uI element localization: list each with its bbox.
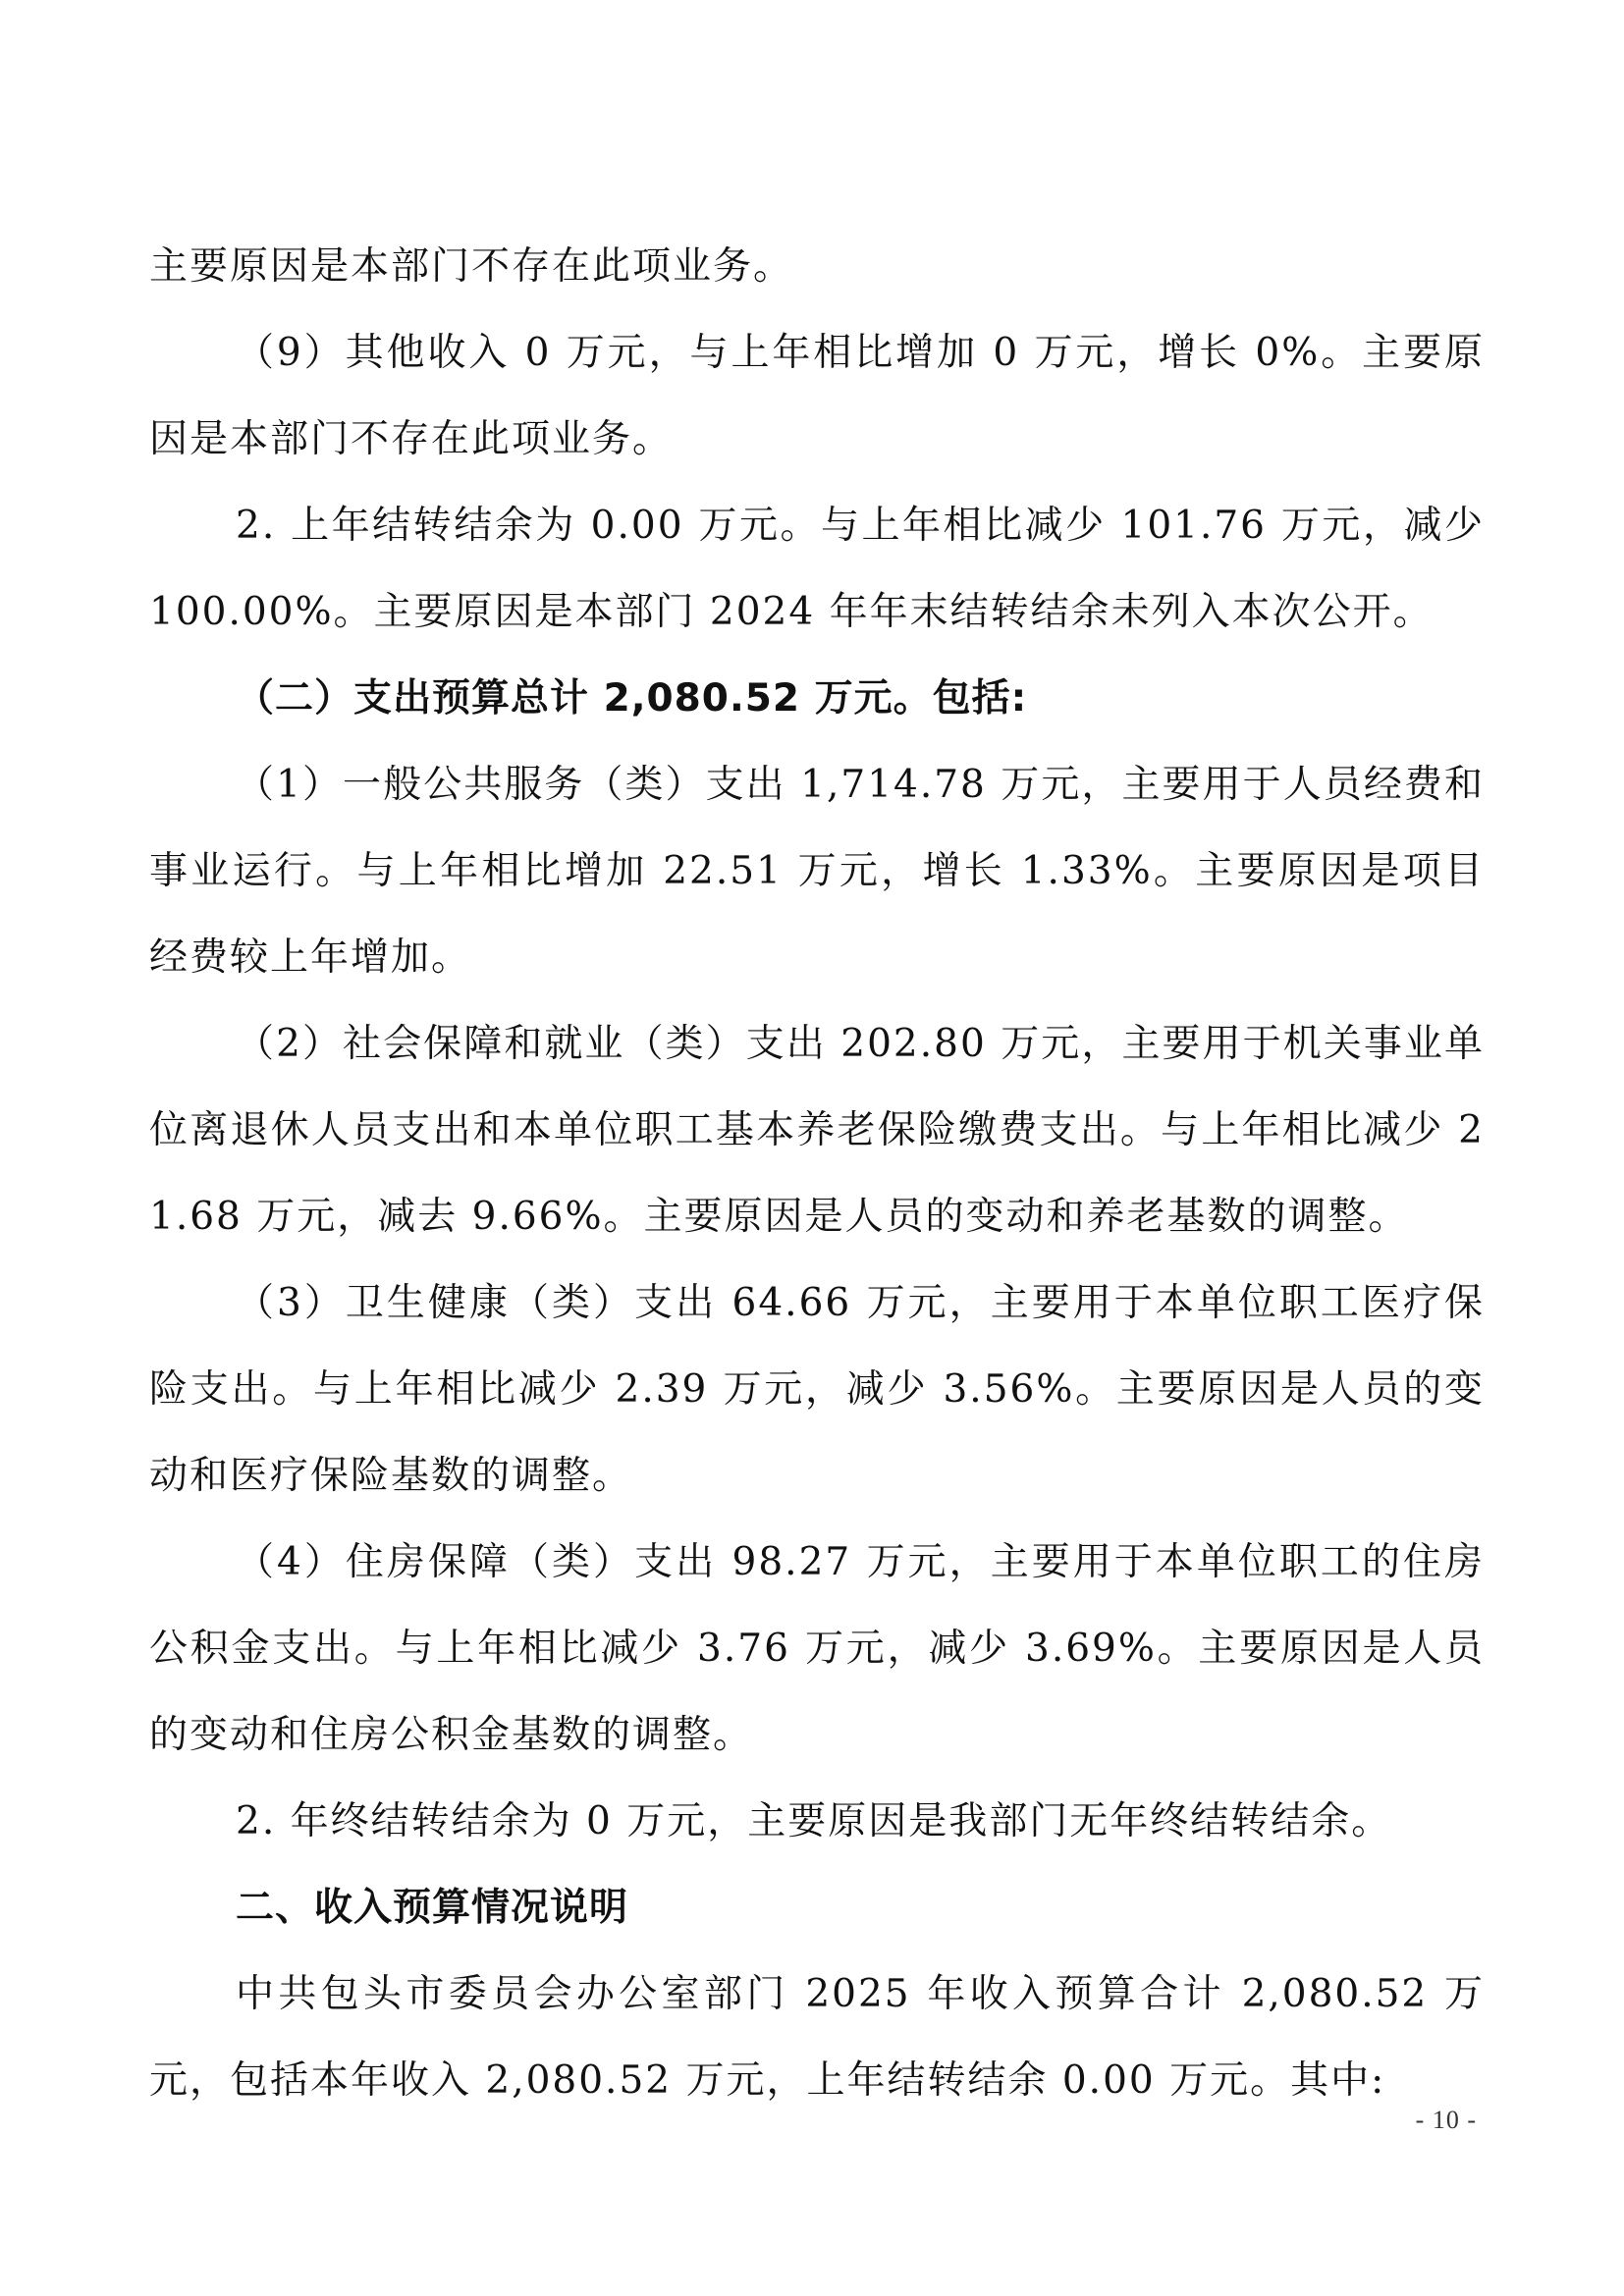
page-number: - 10 -	[1415, 2106, 1477, 2134]
paragraph-social-security: （2）社会保障和就业（类）支出 202.80 万元，主要用于机关事业单位离退休人员支出和本单位职工基本养老保险缴费支出。与上年相比减少 21.68 万元，减去 9.66%。主要原因是人员的变动和养老基数的调整。	[149, 1022, 1485, 1239]
paragraph-income-budget-summary: 中共包头市委员会办公室部门 2025 年收入预算合计 2,080.52 万元，包括本年收入 2,080.52 万元，上年结转结余 0.00 万元。其中:	[149, 1972, 1485, 2103]
paragraph-continuation: 主要原因是本部门不存在此项业务。	[149, 244, 794, 289]
section-heading-expenditure-total: （二）支出预算总计 2,080.52 万元。包括:	[236, 676, 1028, 721]
paragraph-prior-year-carryover: 2. 上年结转结余为 0.00 万元。与上年相比减少 101.76 万元，减少 100.00%。主要原因是本部门 2024 年年末结转结余未列入本次公开。	[149, 504, 1485, 634]
document-body	[149, 224, 1485, 2124]
section-heading-income-budget: 二、收入预算情况说明	[236, 1886, 629, 1930]
paragraph-housing: （4）住房保障（类）支出 98.27 万元，主要用于本单位职工的住房公积金支出。与上年相比减少 3.76 万元，减少 3.69%。主要原因是人员的变动和住房公积金基数的调整。	[149, 1540, 1485, 1757]
paragraph-general-public-services: （1）一般公共服务（类）支出 1,714.78 万元，主要用于人员经费和事业运行。与上年相比增加 22.51 万元，增长 1.33%。主要原因是项目经费较上年增加。	[149, 763, 1485, 980]
paragraph-health: （3）卫生健康（类）支出 64.66 万元，主要用于本单位职工医疗保险支出。与上年相比减少 2.39 万元，减少 3.56%。主要原因是人员的变动和医疗保险基数的调整。	[149, 1281, 1485, 1498]
paragraph-year-end-carryover: 2. 年终结转结余为 0 万元，主要原因是我部门无年终结转结余。	[236, 1799, 1392, 1843]
paragraph-other-income: （9）其他收入 0 万元，与上年相比增加 0 万元，增长 0%。主要原因是本部门不存在此项业务。	[149, 331, 1485, 461]
